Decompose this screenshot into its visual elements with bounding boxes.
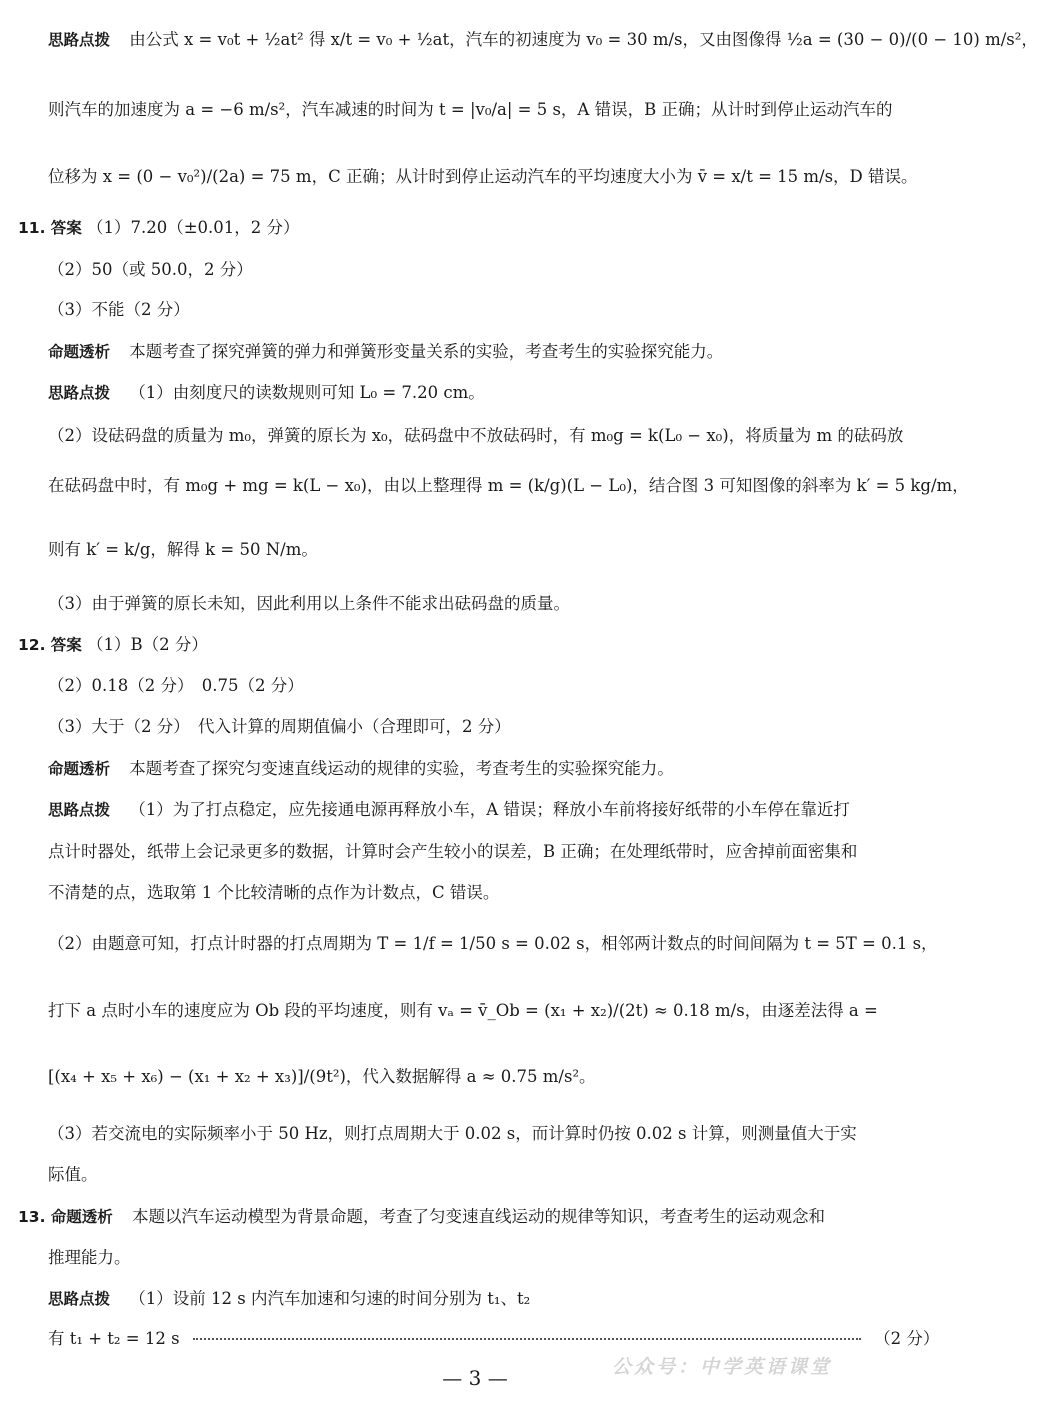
q11-number: 11. xyxy=(18,219,46,237)
q12-answer-3: （3）大于（2 分） 代入计算的周期值偏小（合理即可，2 分） xyxy=(48,717,511,736)
q11-hint-line-4: 则有 k′ = k/g，解得 k = 50 N/m。 xyxy=(48,540,318,559)
q11-hint-line-2: （2）设砝码盘的质量为 m₀，弹簧的原长为 x₀，砝码盘中不放砝码时，有 m₀g = k(L₀ − x₀)，将质量为 m 的砝码放 xyxy=(48,426,904,445)
q13-hint-text-1: （1）设前 12 s 内汽车加速和匀速的时间分别为 t₁、t₂ xyxy=(129,1289,531,1308)
page-number: — 3 — xyxy=(442,1366,508,1390)
q12-answer-2: （2）0.18（2 分） 0.75（2 分） xyxy=(48,676,304,695)
intent-label: 命题透析 xyxy=(50,1208,113,1226)
q12-answer-1: （1）B（2 分） xyxy=(86,635,208,654)
q11-intent-text: 本题考查了探究弹簧的弹力和弹簧形变量关系的实验，考查考生的实验探究能力。 xyxy=(129,342,724,361)
q12-hint-line-5: 打下 a 点时小车的速度应为 Ob 段的平均速度，则有 vₐ = v̄_Ob = (x₁ + x₂)/(2t) ≈ 0.18 m/s，由逐差法得 a = xyxy=(48,1001,878,1020)
q11-intent-line xyxy=(48,340,928,364)
answer-label: 答案 xyxy=(50,219,82,237)
q11-hint-line-3: 在砝码盘中时，有 m₀g + mg = k(L − x₀)，由以上整理得 m = (k/g)(L − L₀)，结合图 3 可知图像的斜率为 k′ = 5 kg/m， xyxy=(48,476,969,495)
q10-hint-text-3: 位移为 x = (0 − v₀²)/(2a) = 75 m，C 正确；从计时到停止运动汽车的平均速度大小为 v̄ = x/t = 15 m/s，D 错误。 xyxy=(48,167,918,186)
q12-hint-line-3: 不清楚的点，选取第 1 个比较清晰的点作为计数点，C 错误。 xyxy=(48,883,500,902)
q11-answer-line xyxy=(18,216,928,240)
watermark: 公众号：中学英语课堂 xyxy=(612,1356,833,1378)
hint-label: 思路点拨 xyxy=(48,1290,111,1308)
hint-label: 思路点拨 xyxy=(48,384,111,402)
q13-intent-text-1: 本题以汽车运动模型为背景命题，考查了匀变速直线运动的规律等知识，考查考生的运动观念和 xyxy=(131,1207,825,1226)
q11-answer-3: （3）不能（2 分） xyxy=(48,300,190,319)
q10-hint-line-3 xyxy=(48,165,928,189)
q12-intent-text: 本题考查了探究匀变速直线运动的规律的实验，考查考生的实验探究能力。 xyxy=(129,759,674,778)
q11-hint-line-5: （3）由于弹簧的原长未知，因此利用以上条件不能求出砝码盘的质量。 xyxy=(48,594,570,613)
q12-hint-line-6: [(x₄ + x₅ + x₆) − (x₁ + x₂ + x₃)]/(9t²)，代入数据解得 a ≈ 0.75 m/s²。 xyxy=(48,1067,596,1086)
q12-hint-line-8: 际值。 xyxy=(48,1165,98,1184)
q12-hint-text-1: （1）为了打点稳定，应先接通电源再释放小车，A 错误；释放小车前将接好纸带的小车停在靠近打 xyxy=(129,800,850,819)
intent-label: 命题透析 xyxy=(48,760,111,778)
q11-hint-text-1: （1）由刻度尺的读数规则可知 L₀ = 7.20 cm。 xyxy=(129,383,485,402)
q10-hint-text-1: 由公式 x = v₀t + ½at² 得 x/t = v₀ + ½at，汽车的初速度为 v₀ = 30 m/s，又由图像得 ½a = (30 − 0)/(0 − 10) m/s²， xyxy=(129,30,1038,49)
q10-hint-line-2 xyxy=(48,98,928,122)
q11-hint-line-1 xyxy=(48,381,928,405)
q11-answer-2: （2）50（或 50.0，2 分） xyxy=(48,260,253,279)
q13-score: （2 分） xyxy=(874,1329,940,1348)
q12-answer-line xyxy=(18,633,928,657)
q13-intent-line-2: 推理能力。 xyxy=(48,1248,131,1267)
hint-label: 思路点拨 xyxy=(48,801,111,819)
intent-label: 命题透析 xyxy=(48,343,111,361)
q12-hint-line-7: （3）若交流电的实际频率小于 50 Hz，则打点周期大于 0.02 s，而计算时仍按 0.02 s 计算，则测量值大于实 xyxy=(48,1124,857,1143)
q10-hint-text-2: 则汽车的加速度为 a = −6 m/s²，汽车减速的时间为 t = |v₀/a| = 5 s，A 错误，B 正确；从计时到停止运动汽车的 xyxy=(48,100,893,119)
q12-hint-line-2: 点计时器处，纸带上会记录更多的数据，计算时会产生较小的误差，B 正确；在处理纸带时，应舍掉前面密集和 xyxy=(48,842,858,861)
q10-hint-line-1 xyxy=(48,28,1038,52)
q11-answer-1: （1）7.20（±0.01，2 分） xyxy=(86,218,300,237)
q12-number: 12. xyxy=(18,636,46,654)
q12-hint-line-1 xyxy=(48,798,928,822)
q13-equation-line xyxy=(48,1327,940,1351)
hint-label: 思路点拨 xyxy=(48,31,111,49)
q13-hint-line-1 xyxy=(48,1287,928,1311)
q12-intent-line xyxy=(48,757,928,781)
leader-dots xyxy=(193,1338,861,1340)
q13-equation: 有 t₁ + t₂ = 12 s xyxy=(48,1329,180,1348)
q13-intent-line xyxy=(18,1205,928,1229)
answer-label: 答案 xyxy=(50,636,82,654)
q13-number: 13. xyxy=(18,1208,46,1226)
q12-hint-line-4: （2）由题意可知，打点计时器的打点周期为 T = 1/f = 1/50 s = 0.02 s，相邻两计数点的时间间隔为 t = 5T = 0.1 s， xyxy=(48,934,938,953)
